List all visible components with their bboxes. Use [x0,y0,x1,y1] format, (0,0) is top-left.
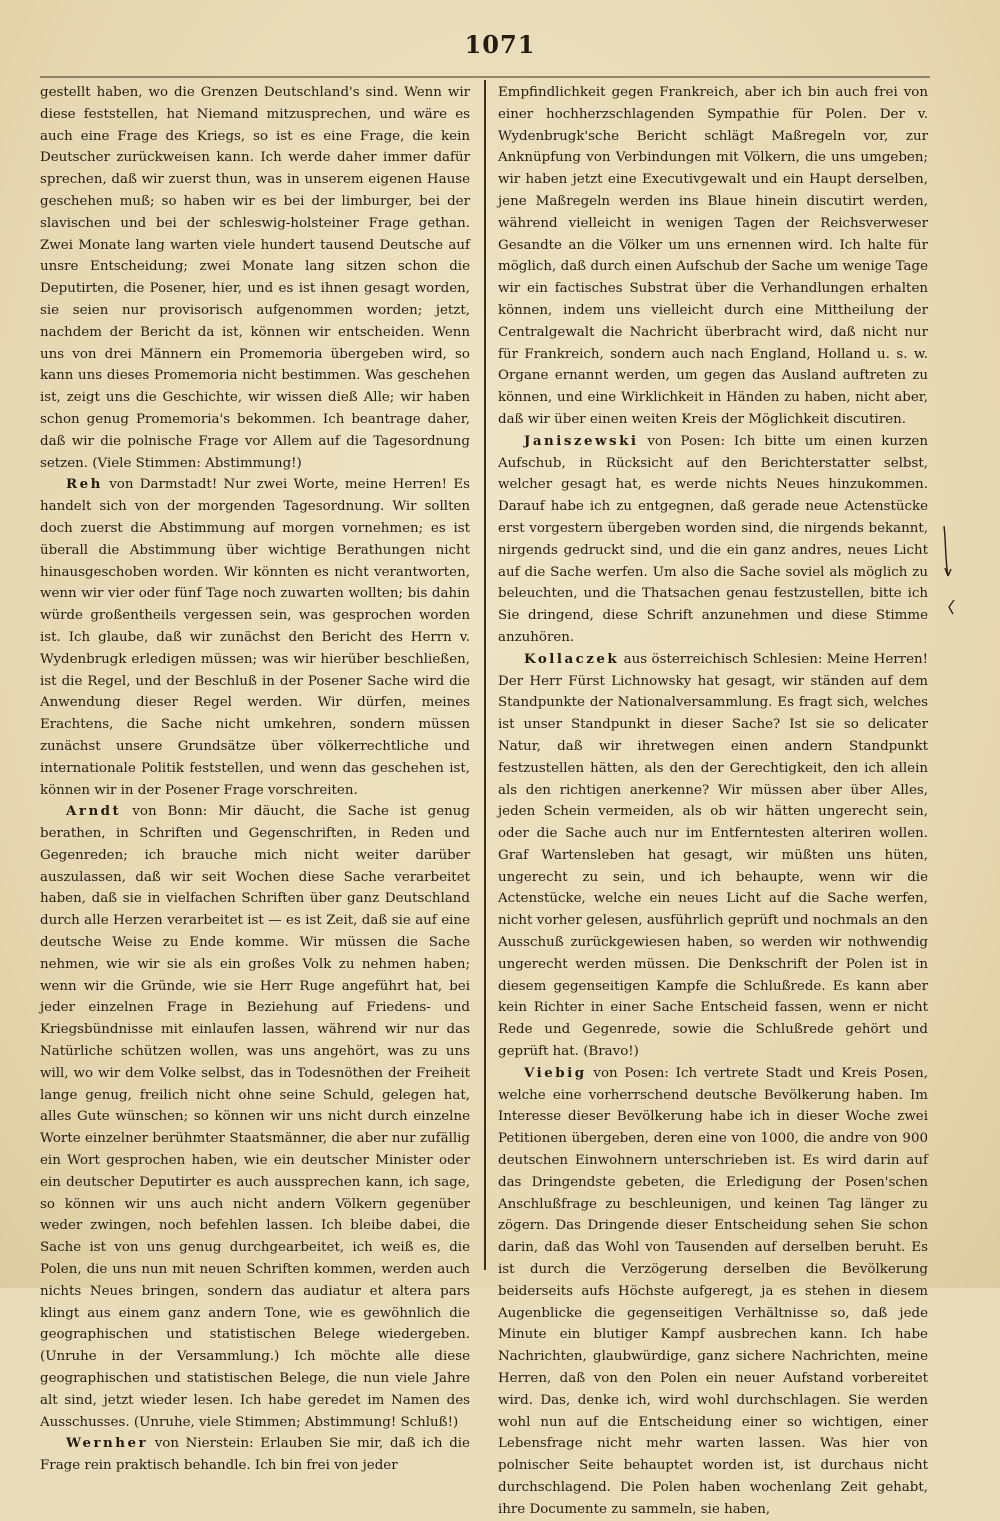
speech-kollaczek [498,649,928,1063]
speech-arndt [40,801,470,1433]
margin-pencil-mark [940,524,954,588]
speaker-name: Arndt [66,803,122,820]
continued-paragraph: Empfindlichkeit gegen Frankreich, aber ich bin auch frei von einer hochherzschlagenden Sympathie für Polen. Der v. Wydenbrugk'sche Bericht schlägt Maßregeln vor, zur Anknüpfung von Verbindungen mit Völkern, die uns umgeben; wir haben jetzt eine Executivgewalt und ein Haupt derselben, jene Maßregeln werden ins Blaue hinein discutirt werden, während vielleicht in wenigen Tagen der Reichsverweser Gesandte an die Völker um uns ernennen wird. Ich halte für möglich, daß durch einen Aufschub der Sache um wenige Tage wir ein factisches Substrat über die Verhandlungen erhalten können, indem uns vielleicht durch eine Mittheilung der Centralgewalt die Nachricht überbracht wird, daß nicht nur für Frankreich, sondern auch nach England, Holland u. s. w. Organe ernannt werden, um gegen das Ausland auftreten zu können, und eine Wirklichkeit in Händen zu haben, nicht aber, daß wir über einen weiten Kreis der Möglichkeit discutiren. [498,85,928,427]
speech-text: von Bonn: Mir däucht, die Sache ist genug berathen, in Schriften und Gegenschriften, in Reden und Gegenreden; ich brauche mich nicht weiter darüber auszulassen, daß wir seit Wochen diese Sache verarbeitet haben, daß sie in vielfachen Schriften über ganz Deutschland durch alle Herzen verarbeitet ist — es ist Zeit, daß sie auf eine deutsche Weise zu Ende komme. Wir müssen die Sache nehmen, wie wir sie als ein großes Volk zu nehmen haben; wenn wir die Gründe, wie sie Herr Ruge angeführt hat, bei jeder einzelnen Frage in Beziehung auf Friedens- und Kriegsbündnisse mit einlaufen lassen, während wir nur das Natürliche schützen wollen, was uns angehört, was zu uns will, wo wir dem Volke selbst, das in Todesnöthen der Freiheit lange genug, freilich nicht ohne seine Schuld, gelegen hat, alles Gute wünschen; so können wir uns nicht durch einzelne Worte einzelner berühmter Staatsmänner, die aber nur zufällig ein Wort gesprochen haben, wie ein deutscher Minister oder ein deutscher Deputirter es auch aussprechen kann, ich sage, so können wir uns auch nicht andern Völkern gegenüber weder zwingen, noch befehlen lassen. Ich bleibe dabei, die Sache ist von uns genug durchgearbeitet, ich weiß es, die Polen, die uns nun mit neuen Schriften kommen, werden auch nichts Neues bringen, sondern das audiatur et altera pars klingt aus einem ganz andern Tone, wie es gewöhnlich die geographischen und statistischen Belege wiedergeben. (Unruhe in der Versammlung.) Ich möchte alle diese geographischen und statistischen Belege, die nun viele Jahre alt sind, jetzt wieder lesen. Ich habe geredet im Namen des Ausschusses. (Unruhe, viele Stimmen; Abstimmung! Schluß!) [40,804,470,1430]
right-column [498,82,928,1517]
header-rule [40,76,930,78]
speech-wernher [40,1433,470,1477]
speaker-name: Janiszewski [524,432,639,449]
speaker-name: Reh [66,476,103,493]
speech-text: aus österreichisch Schlesien: Meine Herren! Der Herr Fürst Lichnowsky hat gesagt, wir ständen auf dem Standpunkte der Nationalversammlung. Es fragt sich, welches ist unser Standpunkt in dieser Sache? Ist sie so delicater Natur, daß wir ihretwegen einen andern Standpunkt festzustellen hätten, als den der Gerechtigkeit, den ich allein als den richtigen anerkenne? Wir müssen aber über Alles, jeden Schein vermeiden, als ob wir hätten ungerecht sein, oder die Sache auch nur im Entferntesten alteriren wollen. Graf Wartensleben hat gesagt, wir müßten uns hüten, ungerecht zu sein, und ich behaupte, wenn wir die Actenstücke, welche ein neues Licht auf die Sache werfen, nicht vorher gelesen, ausführlich geprüft und nochmals an den Ausschuß zurückgewiesen haben, so werden wir nothwendig ungerecht werden müssen. Die Denkschrift der Polen ist in diesem gegenseitigen Kampfe die Schlußrede. Es kann aber kein Richter in einer Sache Entscheid fassen, wenn er nicht Rede und Gegenrede, sowie die Schlußrede gehört und geprüft hat. (Bravo!) [498,651,928,1060]
speech-text: von Posen: Ich vertrete Stadt und Kreis Posen, welche eine vorherrschend deutsche Bevölkerung haben. Im Interesse dieser Bevölkerung habe ich in dieser Woche zwei Petitionen übergeben, deren eine von 1000, die andre von 900 deutschen Einwohnern unterschrieben ist. Es wird darin auf das Dringendste gebeten, die Erledigung der Posen'schen Anschlußfrage zu beschleunigen, und keinen Tag länger zu zögern. Das Dringende dieser Entscheidung sehen Sie schon darin, daß das Wohl von Tausenden auf derselben beruht. Es ist durch die Verzögerung derselben die Bevölkerung beiderseits aufs Höchste aufgeregt, ja es stehen in diesem Augenblicke die gegenseitigen Verhältnisse so, daß jede Minute ein blutiger Kampf ausbrechen kann. Ich habe Nachrichten, glaubwürdige, ganz sichere Nachrichten, meine Herren, daß von den Polen ein neuer Aufstand vorbereitet wird. Das, denke ich, wird wohl durchschlagen. Sie werden wohl nun auf die Entscheidung einer so wichtigen, einer Lebensfrage nicht mehr warten lassen. Was hier von polnischer Seite behauptet worden ist, ist durchaus nicht durchschlagend. Die Polen haben wochenlang Zeit gehabt, ihre Documente zu sammeln, sie haben, [498,1065,928,1517]
page-number: 1071 [464,30,536,59]
speech-text: von Darmstadt! Nur zwei Worte, meine Herren! Es handelt sich von der morgenden Tagesordnung. Wir sollten doch zuerst die Abstimmung auf morgen vornehmen; es ist überall die Abstimmung über wichtige Berathungen nicht hinausgeschoben worden. Wir könnten es nicht verantworten, wenn wir vier oder fünf Tage noch zuwarten wollten; bis dahin würde großentheils vergessen sein, was gesprochen worden ist. Ich glaube, daß wir zunächst den Bericht des Herrn v. Wydenbrugk erledigen müssen; was wir hierüber beschließen, ist die Regel, und der Beschluß in der Posener Sache wird die Anwendung dieser Regel werden. Wir dürfen, meines Erachtens, die Sache nicht umkehren, sondern müssen zunächst unsere Grundsätze über völkerrechtliche und internationale Politik feststellen, und wenn das geschehen ist, können wir in der Posener Frage vorschreiten. [40,477,470,798]
left-column [40,82,470,1474]
speech-janiszewski [498,431,928,649]
column-divider [484,80,486,1270]
speech-viebig [498,1063,928,1521]
speech-text: von Nierstein: Erlauben Sie mir, daß ich die Frage rein praktisch behandle. Ich bin frei von jeder [40,1436,470,1474]
margin-pencil-tick [946,598,956,616]
speaker-name: Viebig [524,1064,587,1081]
speaker-name: Kollaczek [524,650,620,667]
speech-reh [40,474,470,801]
speech-text: von Posen: Ich bitte um einen kurzen Aufschub, in Rücksicht auf den Berichterstatter selbst, welcher gesagt hat, es werde nichts Neues hinzukommen. Darauf habe ich zu entgegnen, daß gerade neue Actenstücke erst vorgestern übergeben worden sind, die nirgends bekannt, nirgends gedruckt sind, und die ein ganz andres, neues Licht auf die Sache werfen. Um also die Sache soviel als möglich zu beleuchten, und die Thatsachen genau festzustellen, bitte ich Sie dringend, diese Schrift anzunehmen und diese Stimme anzuhören. [498,433,928,645]
continued-paragraph: gestellt haben, wo die Grenzen Deutschland's sind. Wenn wir diese feststellen, hat Niemand mitzusprechen, und wäre es auch eine Frage des Kriegs, so ist es eine Frage, die kein Deutscher zurückweisen kann. Ich werde daher immer dafür sprechen, daß wir zuerst thun, was in unserem eigenen Hause geschehen muß; so haben wir es bei der limburger, bei der slavischen und bei der schleswig-holsteiner Frage gethan. Zwei Monate lang warten viele hundert tausend Deutsche auf unsre Entscheidung; zwei Monate lang sitzen schon die Deputirten, die Posener, hier, und es ist ihnen gesagt worden, sie seien nur provisorisch aufgenommen worden; jetzt, nachdem der Bericht da ist, können wir entscheiden. Wenn uns von drei Männern ein Promemoria übergeben wird, so kann uns dieses Promemoria nicht bestimmen. Was geschehen ist, zeigt uns die Geschichte, wir wissen dieß Alle; wir haben schon genug Promemoria's bekommen. Ich beantrage daher, daß wir die polnische Frage vor Allem auf die Tagesordnung setzen. (Viele Stimmen: Abstimmung!) [40,85,470,471]
speaker-name: Wernher [66,1435,149,1452]
